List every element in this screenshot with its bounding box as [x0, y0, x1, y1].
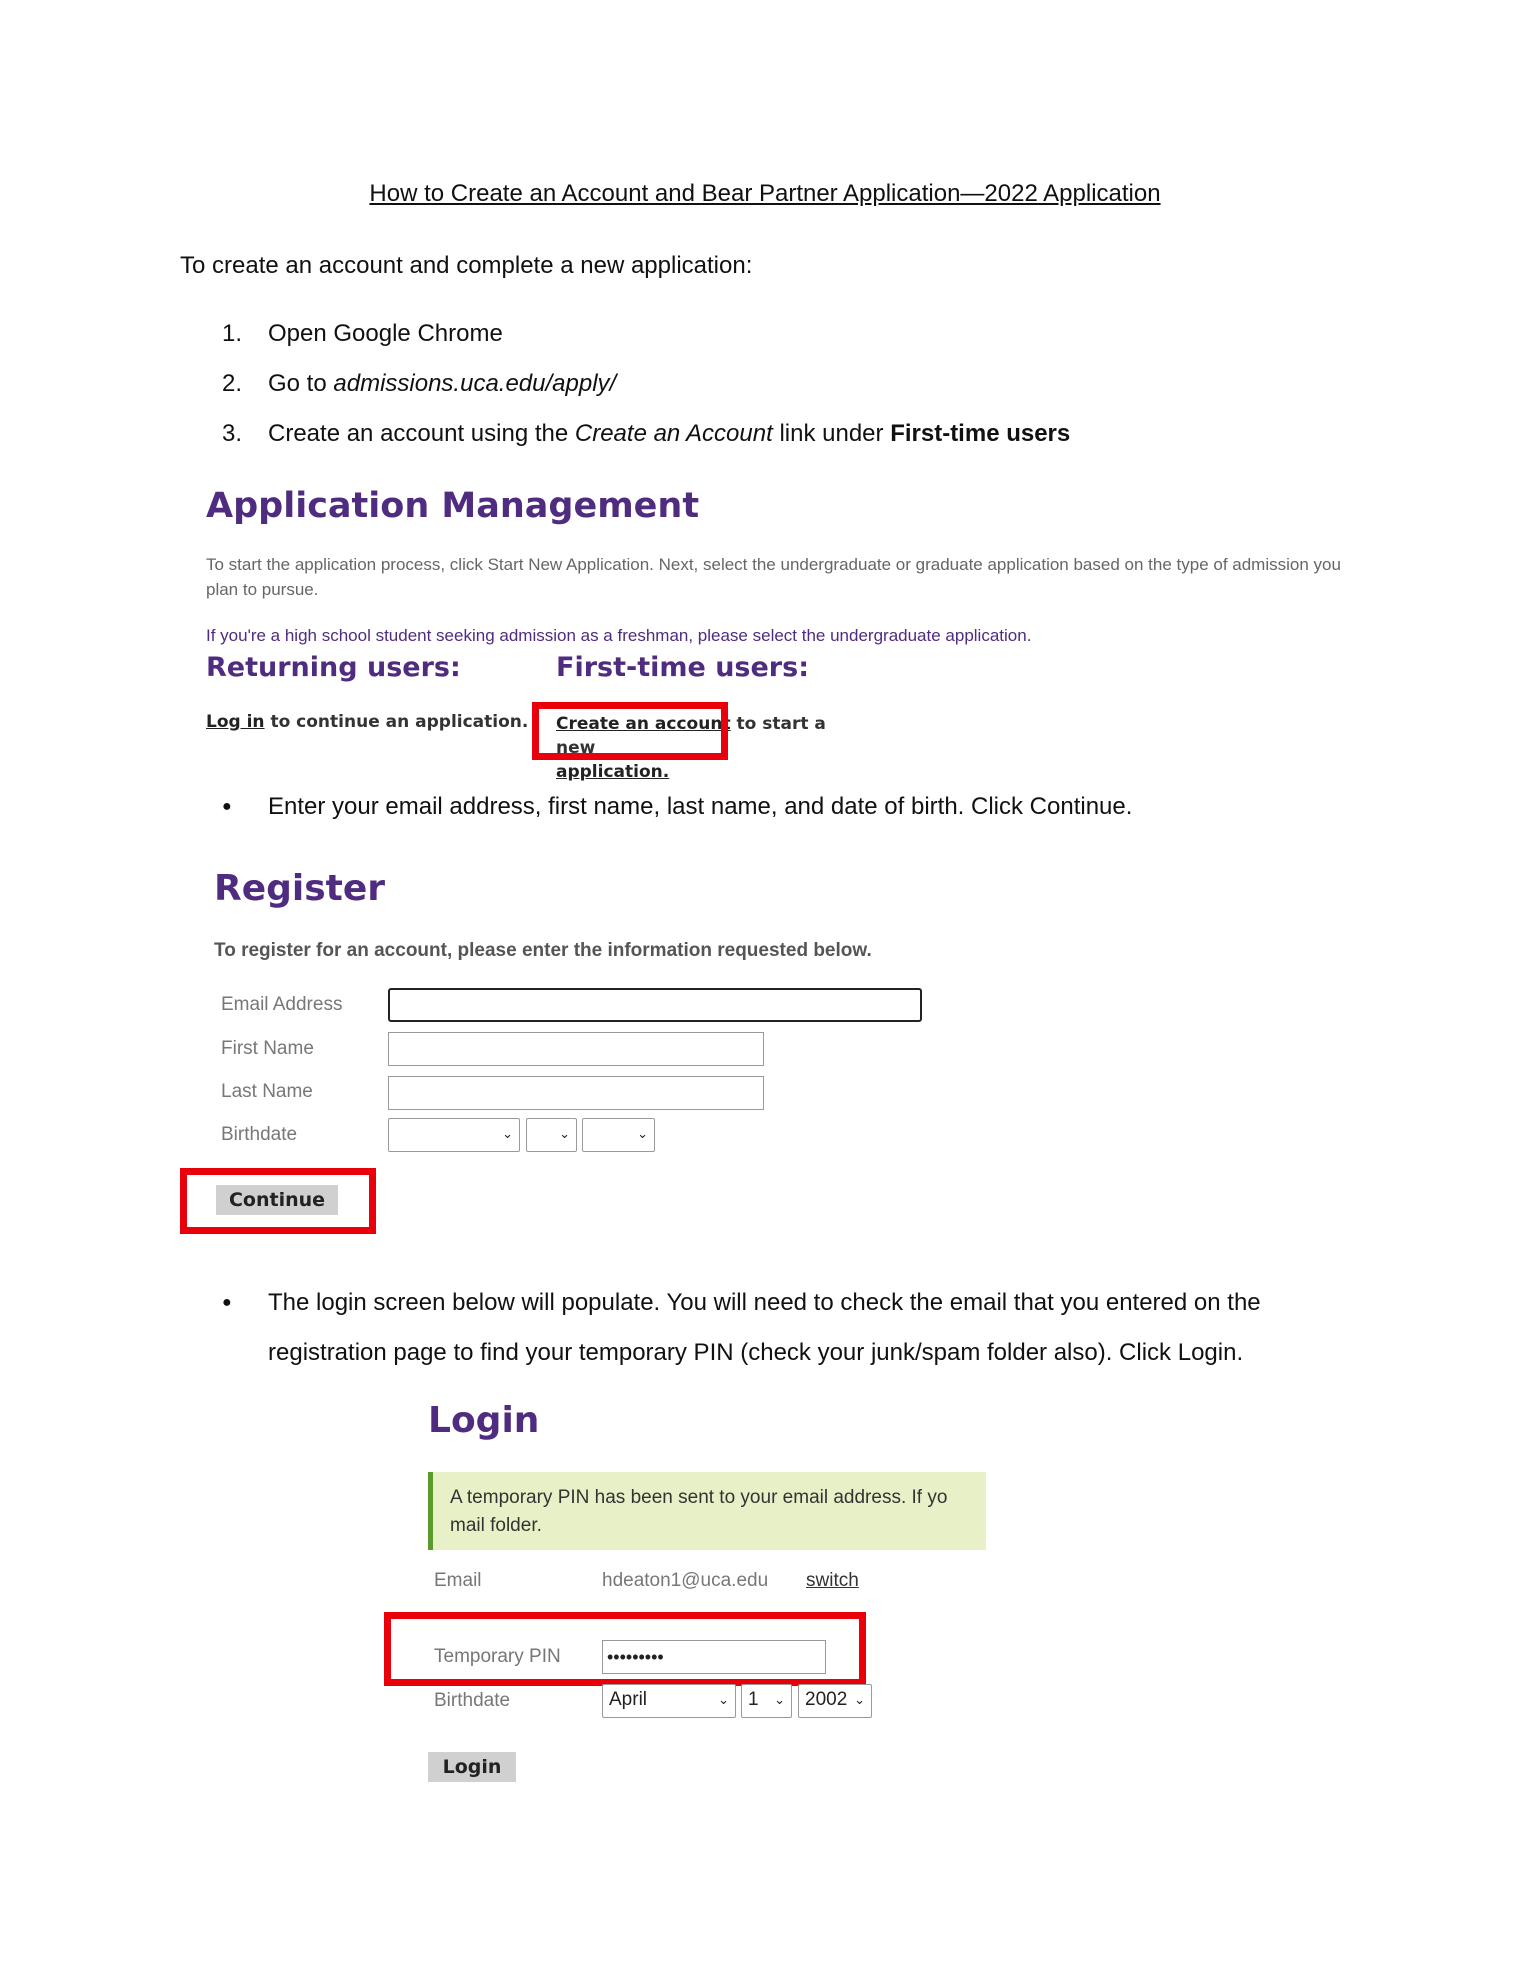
first-time-users-heading: First-time users: — [556, 652, 809, 683]
chevron-down-icon: ⌄ — [854, 1692, 865, 1707]
bullet-icon: ● — [222, 798, 232, 815]
login-month-select[interactable] — [602, 1684, 736, 1718]
highlight-create-account — [532, 702, 728, 760]
last-name-input[interactable] — [388, 1076, 764, 1110]
email-label: Email Address — [221, 994, 343, 1015]
month-select[interactable] — [388, 1118, 520, 1152]
month-value: April — [609, 1689, 648, 1710]
step-text: Open Google Chrome — [268, 320, 503, 347]
url-text: admissions.uca.edu/apply/ — [333, 370, 617, 397]
section-name-text: First-time users — [890, 420, 1071, 447]
chevron-down-icon: ⌄ — [637, 1126, 648, 1141]
bullet-icon: ● — [222, 1294, 232, 1311]
bullet-login — [222, 1278, 1342, 1378]
login-email-label: Email — [434, 1570, 482, 1591]
app-management-heading: Application Management — [206, 486, 700, 526]
chevron-down-icon: ⌄ — [718, 1692, 729, 1707]
register-heading: Register — [214, 868, 386, 909]
year-value: 2002 — [805, 1689, 848, 1710]
continue-button[interactable]: Continue — [216, 1185, 338, 1215]
first-name-input[interactable] — [388, 1032, 764, 1066]
register-intro: To register for an account, please enter the information requested below. — [214, 940, 872, 961]
first-time-text: to start a new — [556, 714, 826, 758]
last-name-label: Last Name — [221, 1081, 313, 1102]
highlight-continue — [180, 1168, 376, 1234]
step-text: Create an account using the — [268, 420, 575, 447]
bullet-text: The login screen below will populate. You will need to check the email that you entered on the registration page to find your temporary PIN (check your junk/spam folder also). Click Login. — [268, 1289, 1261, 1366]
login-button[interactable]: Login — [428, 1752, 516, 1782]
step-number: 2. — [222, 370, 243, 397]
email-input[interactable] — [388, 988, 922, 1022]
notice-line-2: mail folder. — [450, 1515, 542, 1536]
pin-notice — [428, 1472, 986, 1550]
login-day-select[interactable] — [741, 1684, 792, 1718]
login-link[interactable]: Log in — [206, 712, 265, 732]
day-value: 1 — [748, 1689, 759, 1710]
returning-text: to continue an application. — [264, 712, 529, 732]
chevron-down-icon: ⌄ — [559, 1126, 570, 1141]
step-text: Go to — [268, 370, 334, 397]
returning-users-row — [206, 712, 528, 732]
highlight-temporary-pin — [384, 1612, 866, 1686]
temporary-pin-input[interactable]: ••••••••• — [602, 1640, 826, 1674]
login-birthdate-label: Birthdate — [434, 1690, 511, 1711]
login-year-select[interactable] — [798, 1684, 872, 1718]
notice-line-1: A temporary PIN has been sent to your email address. If yo — [450, 1487, 948, 1508]
step-number: 1. — [222, 320, 243, 347]
bullet-text: Enter your email address, first name, last name, and date of birth. Click Continue. — [268, 793, 1133, 820]
chevron-down-icon: ⌄ — [774, 1692, 785, 1707]
first-name-label: First Name — [221, 1038, 314, 1059]
returning-users-heading: Returning users: — [206, 652, 461, 683]
high-school-note: If you're a high school student seeking admission as a freshman, please select the undergraduate application. — [206, 626, 1032, 645]
year-select[interactable] — [582, 1118, 655, 1152]
temporary-pin-label: Temporary PIN — [434, 1646, 561, 1667]
chevron-down-icon: ⌄ — [502, 1126, 513, 1141]
link-name-text: Create an Account — [574, 420, 773, 447]
bullet-register — [222, 782, 1342, 832]
app-management-description: To start the application process, click Start New Application. Next, select the undergraduate or graduate application based on the type of admission you plan to pursue. — [206, 555, 1341, 599]
document-title: How to Create an Account and Bear Partner Application—2022 Application — [369, 180, 1161, 207]
intro-text: To create an account and complete a new application: — [180, 252, 753, 279]
login-heading: Login — [428, 1400, 540, 1441]
step-number: 3. — [222, 420, 243, 447]
birthdate-label: Birthdate — [221, 1124, 298, 1145]
login-email-value: hdeaton1@uca.edu — [602, 1570, 769, 1591]
switch-link[interactable]: switch — [806, 1570, 859, 1591]
step-3 — [222, 420, 1070, 448]
create-account-link[interactable]: Create an account — [556, 714, 731, 734]
step-1 — [222, 320, 503, 348]
first-time-text-wrap: application. — [556, 762, 670, 782]
day-select[interactable] — [526, 1118, 577, 1152]
step-text-middle: link under — [772, 420, 891, 447]
step-2 — [222, 370, 616, 398]
